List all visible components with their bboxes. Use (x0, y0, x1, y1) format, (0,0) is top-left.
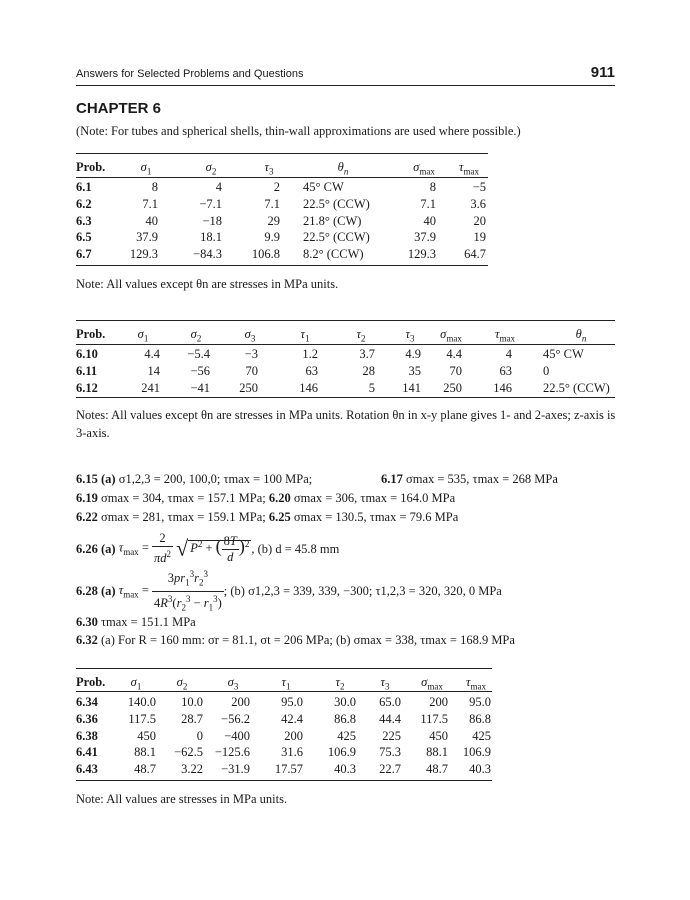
table-3-note: Note: All values are stresses in MPa units. (76, 792, 288, 806)
answer-number: 6.25 (268, 510, 291, 524)
column-header: $\sigma_1$ (130, 675, 142, 692)
table-cell: 88.1 (426, 745, 448, 760)
answer-text: , (b) d = 45.8 mm (251, 542, 340, 556)
answer-text: (a) For R = 160 mm: σr = 81.1, σt = 206 MPa; (b) σmax = 338, τmax = 168.9 MPa (101, 633, 515, 647)
table-cell: 425 (472, 728, 491, 743)
problem-number-cell: 6.5 (76, 230, 92, 245)
table-cell: 86.8 (469, 711, 491, 726)
answer-text: σmax = 281, τmax = 159.1 MPa; (101, 510, 266, 524)
answer-number: 6.19 (76, 491, 98, 505)
header-rule (76, 85, 615, 86)
column-header: $\tau_{max}$ (459, 160, 479, 177)
column-header: $\tau_2$ (335, 675, 345, 692)
problem-number-cell: 6.38 (76, 728, 98, 743)
column-header: $\sigma_2$ (205, 160, 217, 177)
table-cell: 200 (231, 695, 250, 709)
table-cell: 70 (449, 363, 462, 378)
table-cell: 8.2° (CCW) (303, 247, 364, 262)
table-cell: 28.7 (181, 711, 203, 726)
table-3-bottom-rule (76, 780, 492, 781)
table-cell: 4.9 (405, 347, 421, 361)
column-header: Prob. (76, 160, 106, 174)
answer-6-26: 6.26 (a) $\tau_{max}$ = $\frac{2}{\pi d^2}$ √ $P^2$ + ( $\frac{8T}{d}$ )$^2$ , (b) d = 45.8 mm (76, 531, 340, 566)
table-cell: 4 (505, 347, 512, 361)
table-cell: −3 (244, 347, 258, 361)
table-cell: 9.9 (264, 230, 280, 245)
table-cell: 64.7 (464, 247, 486, 262)
table-cell: 22.5° (CCW) (303, 196, 370, 211)
table-cell: 48.7 (134, 762, 156, 777)
answer-number: 6.22 (76, 510, 98, 524)
table-cell: 17.57 (274, 762, 303, 777)
column-header: $\tau_3$ (380, 675, 390, 692)
table-cell: 250 (443, 380, 462, 395)
table-cell: 40 (423, 213, 436, 228)
table-cell: −400 (224, 728, 250, 743)
table-cell: 29 (267, 213, 280, 228)
table-cell: 28 (362, 363, 375, 378)
table-cell: 40.3 (334, 762, 356, 777)
table-3-top-rule (76, 668, 492, 669)
answer-text: σmax = 306, τmax = 164.0 MPa (293, 491, 456, 505)
formula-6-26: $\tau_{max}$ = $\frac{2}{\pi d^2}$ √ $P^2$ + ( $\frac{8T}{d}$ )$^2$ (118, 531, 250, 566)
table-cell: 425 (337, 728, 356, 743)
answer-number: 6.20 (268, 491, 291, 505)
answer-6-32 (76, 631, 515, 649)
table-cell: 40.3 (469, 762, 491, 777)
column-header: $\sigma_{max}$ (440, 327, 462, 344)
column-header: $\sigma_1$ (137, 327, 149, 344)
table-cell: −84.3 (193, 247, 222, 262)
table-cell: −18 (202, 213, 222, 228)
answer-text: ; (b) σ1,2,3 = 339, 339, −300; τ1,2,3 = 320, 320, 0 MPa (223, 584, 502, 598)
table-cell: 146 (299, 380, 318, 395)
table-cell: 1.2 (302, 347, 318, 361)
table-cell: 31.6 (281, 745, 303, 760)
table-1-bottom-rule (76, 265, 488, 266)
table-cell: 45° CW (543, 347, 584, 361)
table-cell: 86.8 (334, 711, 356, 726)
table-1-top-rule (76, 153, 488, 154)
table-cell: 3.6 (470, 196, 486, 211)
table-cell: 40 (145, 213, 158, 228)
column-header: $\theta_n$ (337, 160, 349, 177)
problem-number-cell: 6.7 (76, 247, 92, 262)
problem-number-cell: 6.10 (76, 347, 98, 361)
answer-number: 6.26 (76, 542, 98, 556)
problem-number-cell: 6.34 (76, 695, 98, 709)
column-header: $\sigma_3$ (244, 327, 256, 344)
table-cell: 20 (473, 213, 486, 228)
answer-number: 6.15 (76, 472, 98, 486)
table-cell: 19 (473, 230, 486, 245)
answer-6-28: 6.28 (a) $\tau_{max}$ = $\frac{3pr_1^3r_2^3}{4R^3(r_2^3 - r_1^3)}$ ; (b) σ1,2,3 = 339, 339, −300; τ1,2,3 = 320, 320, 0 MPa (76, 572, 502, 610)
running-head: Answers for Selected Problems and Questions (76, 68, 304, 80)
answer-6-22 (76, 508, 458, 526)
table-cell: −31.9 (221, 762, 250, 777)
table-cell: 95.0 (281, 695, 303, 709)
table-cell: −5 (472, 180, 486, 194)
answer-6-15: 6.15 (a) σ1,2,3 = 200, 100,0; τmax = 100 MPa; (76, 472, 313, 486)
table-cell: 106.9 (327, 745, 356, 760)
column-header: $\sigma_{max}$ (413, 160, 435, 177)
column-header: $\tau_3$ (405, 327, 415, 344)
answer-number: 6.30 (76, 615, 98, 629)
table-cell: 8 (429, 180, 436, 194)
answer-text: σmax = 130.5, τmax = 79.6 MPa (293, 510, 459, 524)
table-cell: 3.7 (359, 347, 375, 361)
table-cell: 0 (196, 728, 203, 743)
problem-number-cell: 6.43 (76, 762, 98, 777)
answer-text: τmax = 151.1 MPa (101, 615, 196, 629)
table-cell: 10.0 (181, 695, 203, 709)
problem-number-cell: 6.1 (76, 180, 92, 194)
table-cell: 241 (141, 380, 160, 395)
table-cell: −7.1 (199, 196, 222, 211)
problem-number-cell: 6.36 (76, 711, 98, 726)
answer-text: σmax = 304, τmax = 157.1 MPa; (101, 491, 266, 505)
chapter-title: CHAPTER 6 (76, 100, 162, 117)
table-cell: −56 (190, 363, 210, 378)
table-2-note: Notes: All values except θn are stresses in MPa units. Rotation θn in x-y plane gives 1- and 2-axes; z-axis is 3-axis. (76, 408, 616, 440)
table-cell: 95.0 (469, 695, 491, 709)
table-cell: 7.1 (142, 196, 158, 211)
table-cell: 7.1 (420, 196, 436, 211)
table-cell: 30.0 (334, 695, 356, 709)
column-header: $\tau_{max}$ (495, 327, 515, 344)
problem-number-cell: 6.3 (76, 213, 92, 228)
table-cell: 44.4 (379, 711, 401, 726)
table-cell: 21.8° (CW) (303, 213, 362, 228)
formula-6-28: $\tau_{max}$ = $\frac{3pr_1^3r_2^3}{4R^3(r_2^3 - r_1^3)}$ (118, 568, 222, 613)
table-cell: 22.5° (CCW) (543, 380, 610, 395)
table-cell: 200 (284, 728, 303, 743)
table-cell: −62.5 (174, 745, 203, 760)
table-cell: 146 (493, 380, 512, 395)
table-cell: 117.5 (420, 711, 448, 726)
column-header: $\tau_1$ (300, 327, 310, 344)
table-cell: 63 (499, 363, 512, 378)
column-header: $\tau_2$ (356, 327, 366, 344)
answer-text: σmax = 535, τmax = 268 MPa (406, 472, 558, 486)
table-cell: 22.7 (379, 762, 401, 777)
table-cell: 140.0 (127, 695, 156, 709)
column-header: $\tau_1$ (281, 675, 291, 692)
column-header: Prob. (76, 675, 106, 689)
table-2-bottom-rule (76, 397, 615, 398)
table-cell: 106.9 (462, 745, 491, 760)
column-header: $\tau_{max}$ (466, 675, 486, 692)
table-cell: 70 (245, 363, 258, 378)
table-cell: 18.1 (200, 230, 222, 245)
table-cell: −56.2 (221, 711, 250, 726)
chapter-note: (Note: For tubes and spherical shells, thin-wall approximations are used where possible.) (76, 124, 521, 138)
table-cell: 88.1 (134, 745, 156, 760)
answer-number: 6.17 (381, 472, 403, 486)
table-2-header-rule (76, 344, 615, 345)
table-1-note: Note: All values except θn are stresses in MPa units. (76, 277, 339, 291)
table-cell: 450 (137, 728, 156, 743)
table-cell: 106.8 (251, 247, 280, 262)
table-cell: 48.7 (426, 762, 448, 777)
problem-number-cell: 6.41 (76, 745, 98, 760)
table-cell: 117.5 (128, 711, 156, 726)
column-header: $\sigma_2$ (176, 675, 188, 692)
table-cell: 4.4 (446, 347, 462, 361)
table-cell: 141 (402, 380, 421, 395)
table-cell: 3.22 (181, 762, 203, 777)
table-cell: −41 (190, 380, 210, 395)
table-cell: 5 (368, 380, 375, 395)
table-cell: 0 (543, 363, 550, 378)
answer-number: 6.28 (76, 584, 98, 598)
table-2-top-rule (76, 320, 615, 321)
table-cell: 42.4 (281, 711, 303, 726)
table-cell: 2 (273, 180, 280, 194)
table-cell: 129.3 (407, 247, 436, 262)
page-number: 911 (590, 64, 615, 81)
problem-number-cell: 6.11 (76, 363, 98, 378)
table-cell: 63 (305, 363, 318, 378)
table-cell: 7.1 (264, 196, 280, 211)
table-cell: 129.3 (129, 247, 158, 262)
answer-number: 6.32 (76, 633, 98, 647)
table-cell: 8 (151, 180, 158, 194)
table-cell: 37.9 (414, 230, 436, 245)
table-cell: 250 (239, 380, 258, 395)
table-cell: 225 (382, 728, 401, 743)
column-header: $\sigma_{max}$ (421, 675, 443, 692)
table-cell: 75.3 (379, 745, 401, 760)
table-cell: 45° CW (303, 180, 344, 194)
answer-text: σ1,2,3 = 200, 100,0; τmax = 100 MPa; (118, 472, 313, 486)
table-cell: 14 (147, 363, 160, 378)
table-cell: 22.5° (CCW) (303, 230, 370, 245)
table-cell: 4.4 (144, 347, 160, 361)
column-header: $\sigma_1$ (140, 160, 152, 177)
answer-6-30 (76, 613, 196, 631)
column-header: $\tau_3$ (264, 160, 274, 177)
answer-6-17 (381, 470, 558, 488)
table-cell: 200 (429, 695, 448, 709)
table-cell: 450 (429, 728, 448, 743)
problem-number-cell: 6.2 (76, 196, 92, 211)
column-header: $\sigma_3$ (227, 675, 239, 692)
column-header: Prob. (76, 327, 106, 341)
table-cell: −5.4 (187, 347, 210, 361)
table-cell: 35 (408, 363, 421, 378)
column-header: $\theta_n$ (575, 327, 587, 344)
answer-6-19 (76, 489, 455, 507)
table-cell: 4 (215, 180, 222, 194)
table-cell: 37.9 (136, 230, 158, 245)
problem-number-cell: 6.12 (76, 380, 98, 395)
table-cell: −125.6 (214, 745, 250, 760)
table-cell: 65.0 (379, 695, 401, 709)
column-header: $\sigma_2$ (190, 327, 202, 344)
